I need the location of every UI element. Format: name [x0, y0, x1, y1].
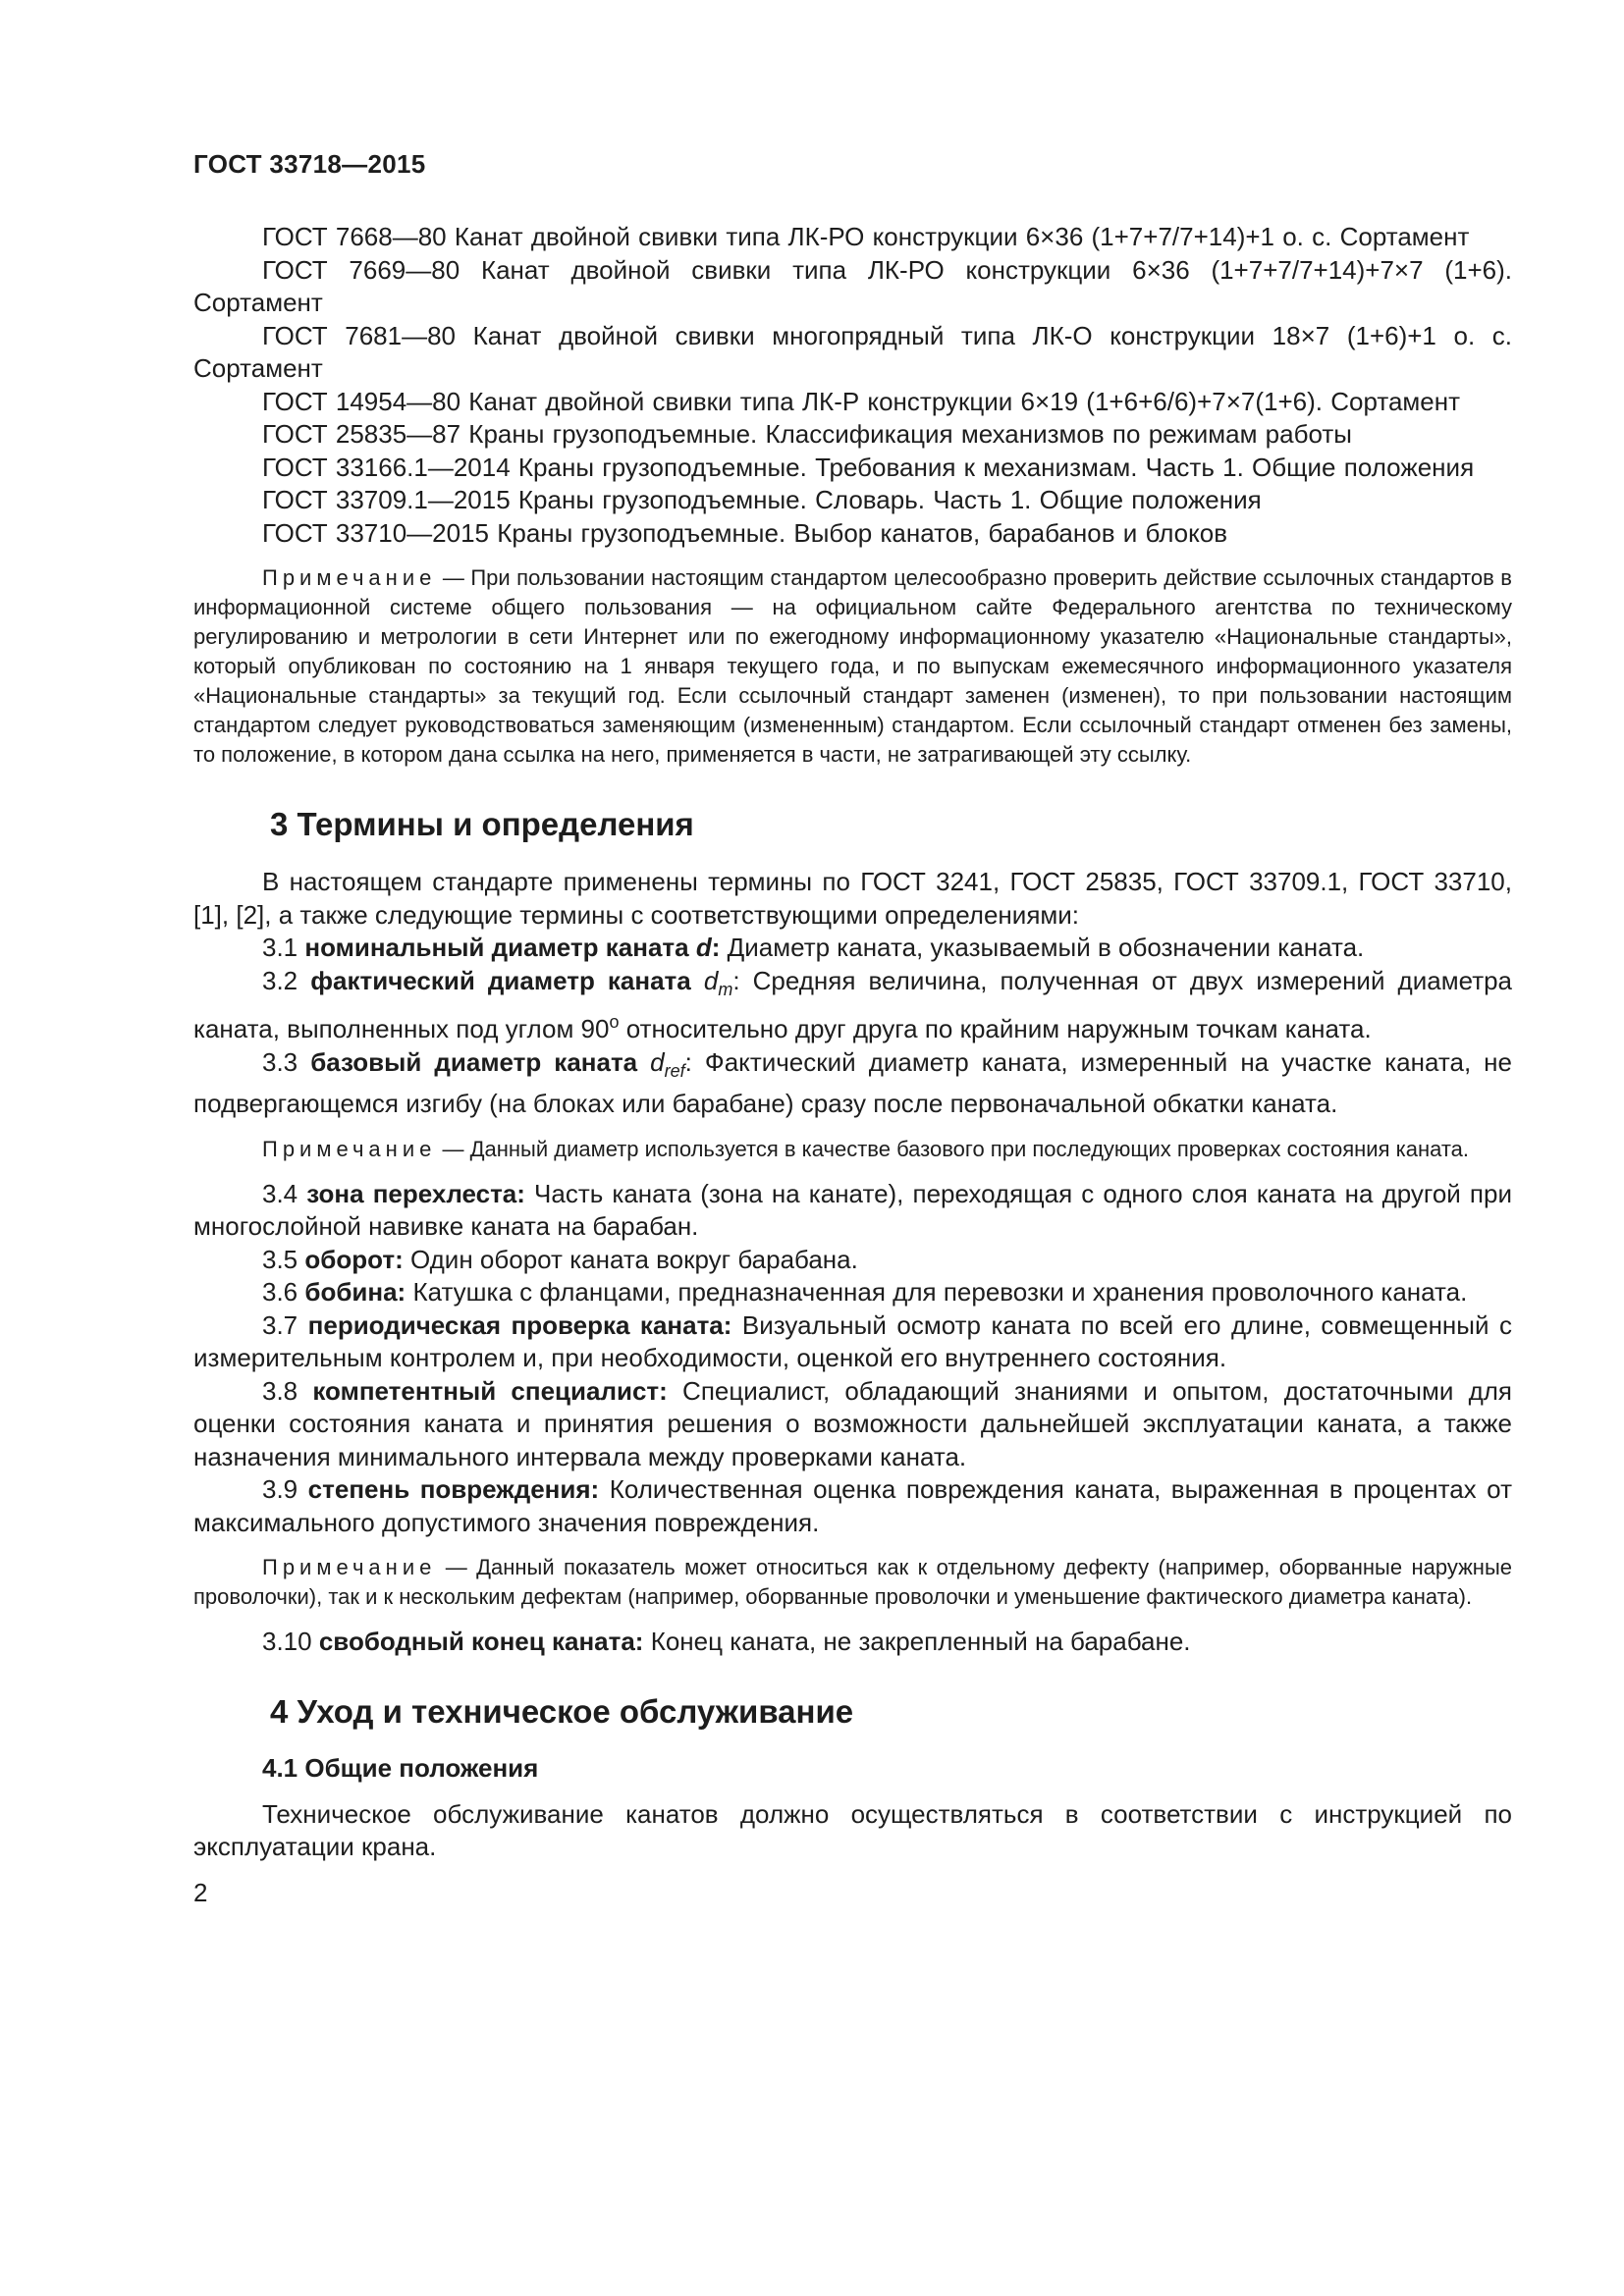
- note-label: Примечание: [262, 565, 437, 590]
- term-name: бобина:: [304, 1277, 406, 1307]
- reference-item: ГОСТ 7668—80 Канат двойной свивки типа ЛК-РО конструкции 6×36 (1+7+7/7+14)+1 о. с. Сортамент: [262, 222, 1470, 251]
- reference-item: ГОСТ 33710—2015 Краны грузоподъемные. Выбор канатов, барабанов и блоков: [262, 517, 1228, 548]
- term-3-7: [193, 1309, 1512, 1375]
- term-name: свободный конец каната:: [318, 1627, 644, 1656]
- term-symbol: d: [703, 965, 719, 995]
- section-4-title: 4 Уход и техническое обслуживание: [270, 1692, 854, 1730]
- reference-item: ГОСТ 7681—80 Канат двойной свивки многопрядный типа ЛК-О конструкции 18×7 (1+6)+1 о. с. Сортамент: [193, 320, 1512, 383]
- document-page: [193, 147, 1512, 1909]
- term-name: фактический диаметр каната: [310, 965, 691, 995]
- term-3-1: [193, 932, 1512, 965]
- term-colon: :: [711, 933, 721, 962]
- term-number: 3.5: [262, 1244, 298, 1274]
- section-4-1-paragraph: Техническое обслуживание канатов должно осуществляться в соответствии с инструкцией по эксплуатации крана.: [193, 1798, 1512, 1861]
- term-name: номинальный диаметр каната: [304, 933, 689, 962]
- term-number: 3.6: [262, 1277, 298, 1307]
- reference-item: ГОСТ 33166.1—2014 Краны грузоподъемные. Требования к механизмам. Часть 1. Общие положения: [262, 452, 1475, 482]
- degree-superscript: o: [609, 1012, 620, 1032]
- term-colon: :: [684, 1046, 692, 1077]
- term-definition: Количественная оценка повреждения каната, выраженная в процентах от максимального допустимого значения повреждения.: [193, 1474, 1512, 1537]
- document-code: ГОСТ 33718—2015: [193, 149, 426, 179]
- term-number: 3.8: [262, 1375, 298, 1406]
- term-number: 3.7: [262, 1309, 298, 1340]
- term-definition: Средняя величина, полученная от двух измерений диаметра каната, выполненных под углом 90: [193, 965, 1513, 1043]
- term-3-2: [193, 965, 1512, 1046]
- page-number: 2: [193, 1877, 208, 1907]
- term-name: компетентный специалист:: [312, 1375, 668, 1406]
- term-name: зона перехлеста:: [306, 1178, 525, 1208]
- reference-item: ГОСТ 14954—80 Канат двойной свивки типа ЛК-Р конструкции 6×19 (1+6+6/6)+7×7(1+6). Сортамент: [262, 386, 1461, 416]
- term-3-6: [193, 1276, 1512, 1309]
- term-3-3: [193, 1046, 1512, 1121]
- note-references: [193, 563, 1512, 770]
- note-text: — При пользовании настоящим стандартом целесообразно проверить действие ссылочных стандартов в информационной системе общего пользования — на официальном сайте Федерального агентства по техническому регулированию и метрологии в сети Интернет или по ежегодному информационному указателю «Национальные стандарты», который опубликован по состоянию на 1 января текущего года, и по выпускам ежемесячного информационного указателя «Национальные стандарты» за текущий год. Если ссылочный стандарт заменен (изменен), то при пользовании настоящим стандартом следует руководствоваться заменяющим (измененным) стандартом. Если ссылочный стандарт отменен без замены, то положение, в котором дана ссылка на него, применяется в части, не затрагивающей эту ссылку.: [193, 565, 1512, 767]
- subsection-4-1-title: 4.1 Общие положения: [262, 1752, 539, 1783]
- term-name: оборот:: [304, 1244, 404, 1274]
- term-name: периодическая проверка каната:: [307, 1309, 732, 1340]
- term-definition: Катушка с фланцами, предназначенная для перевозки и хранения проволочного каната.: [412, 1277, 1468, 1307]
- term-symbol: d: [695, 933, 712, 962]
- term-name: степень повреждения:: [307, 1474, 600, 1504]
- term-number: 3.10: [262, 1627, 312, 1656]
- note-text: — Данный показатель может относиться как к отдельному дефекту (например, оборванные наружные проволочки), так и к нескольким дефектам (например, оборванные проволочки и уменьшение фактического диаметра каната).: [193, 1555, 1512, 1609]
- term-definition: Конец каната, не закрепленный на барабане.: [650, 1627, 1191, 1656]
- term-number: 3.1: [262, 933, 298, 962]
- term-definition: Часть каната (зона на канате), переходящая с одного слоя каната на другой при многослойной навивке каната на барабан.: [193, 1178, 1512, 1241]
- term-name: базовый диаметр каната: [310, 1046, 638, 1077]
- term-definition: Визуальный осмотр каната по всей его длине, совмещенный с измерительным контролем и, при необходимости, оценкой его внутреннего состояния.: [193, 1309, 1512, 1372]
- term-definition: Один оборот каната вокруг барабана.: [409, 1244, 858, 1274]
- reference-item: ГОСТ 7669—80 Канат двойной свивки типа ЛК-РО конструкции 6×36 (1+7+7/7+14)+7×7 (1+6). Сортамент: [193, 254, 1512, 317]
- note-damage-degree: [193, 1553, 1512, 1612]
- term-3-10: [193, 1626, 1512, 1659]
- term-symbol: d: [650, 1046, 665, 1077]
- note-base-diameter: [193, 1135, 1512, 1164]
- term-3-5: [193, 1244, 1512, 1277]
- note-text: — Данный диаметр используется в качестве базового при последующих проверках состояния каната.: [442, 1136, 1470, 1161]
- term-number: 3.3: [262, 1046, 298, 1077]
- note-label: Примечание: [262, 1555, 437, 1579]
- normative-references-list: [193, 221, 1512, 550]
- term-3-4: [193, 1178, 1512, 1244]
- term-definition-end: относительно друг друга по крайним наружным точкам каната.: [625, 1014, 1372, 1043]
- term-subscript: m: [718, 979, 733, 999]
- note-label: Примечание: [262, 1136, 437, 1161]
- term-definition: Специалист, обладающий знаниями и опытом, достаточными для оценки состояния каната и принятия решения о возможности дальнейшей эксплуатации каната, а также назначения минимального интервала между проверками каната.: [193, 1375, 1512, 1471]
- section-3-intro: В настоящем стандарте применены термины по ГОСТ 3241, ГОСТ 25835, ГОСТ 33709.1, ГОСТ 33710, [1], [2], а также следующие термины с соответствующими определениями:: [193, 867, 1512, 930]
- term-subscript: ref: [664, 1060, 685, 1081]
- term-number: 3.4: [262, 1178, 298, 1208]
- section-3-title: 3 Термины и определения: [270, 806, 694, 842]
- term-definition: Диаметр каната, указываемый в обозначении каната.: [727, 933, 1365, 962]
- term-number: 3.2: [262, 965, 298, 995]
- term-3-9: [193, 1473, 1512, 1539]
- term-3-8: [193, 1375, 1512, 1474]
- reference-item: ГОСТ 25835—87 Краны грузоподъемные. Классификация механизмов по режимам работы: [262, 419, 1352, 449]
- term-colon: :: [732, 965, 740, 995]
- term-definition: Фактический диаметр каната, измеренный на участке каната, не подвергающемся изгибу (на блоках или барабане) сразу после первоначальной обкатки каната.: [193, 1046, 1513, 1118]
- term-number: 3.9: [262, 1474, 298, 1504]
- reference-item: ГОСТ 33709.1—2015 Краны грузоподъемные. Словарь. Часть 1. Общие положения: [262, 485, 1262, 514]
